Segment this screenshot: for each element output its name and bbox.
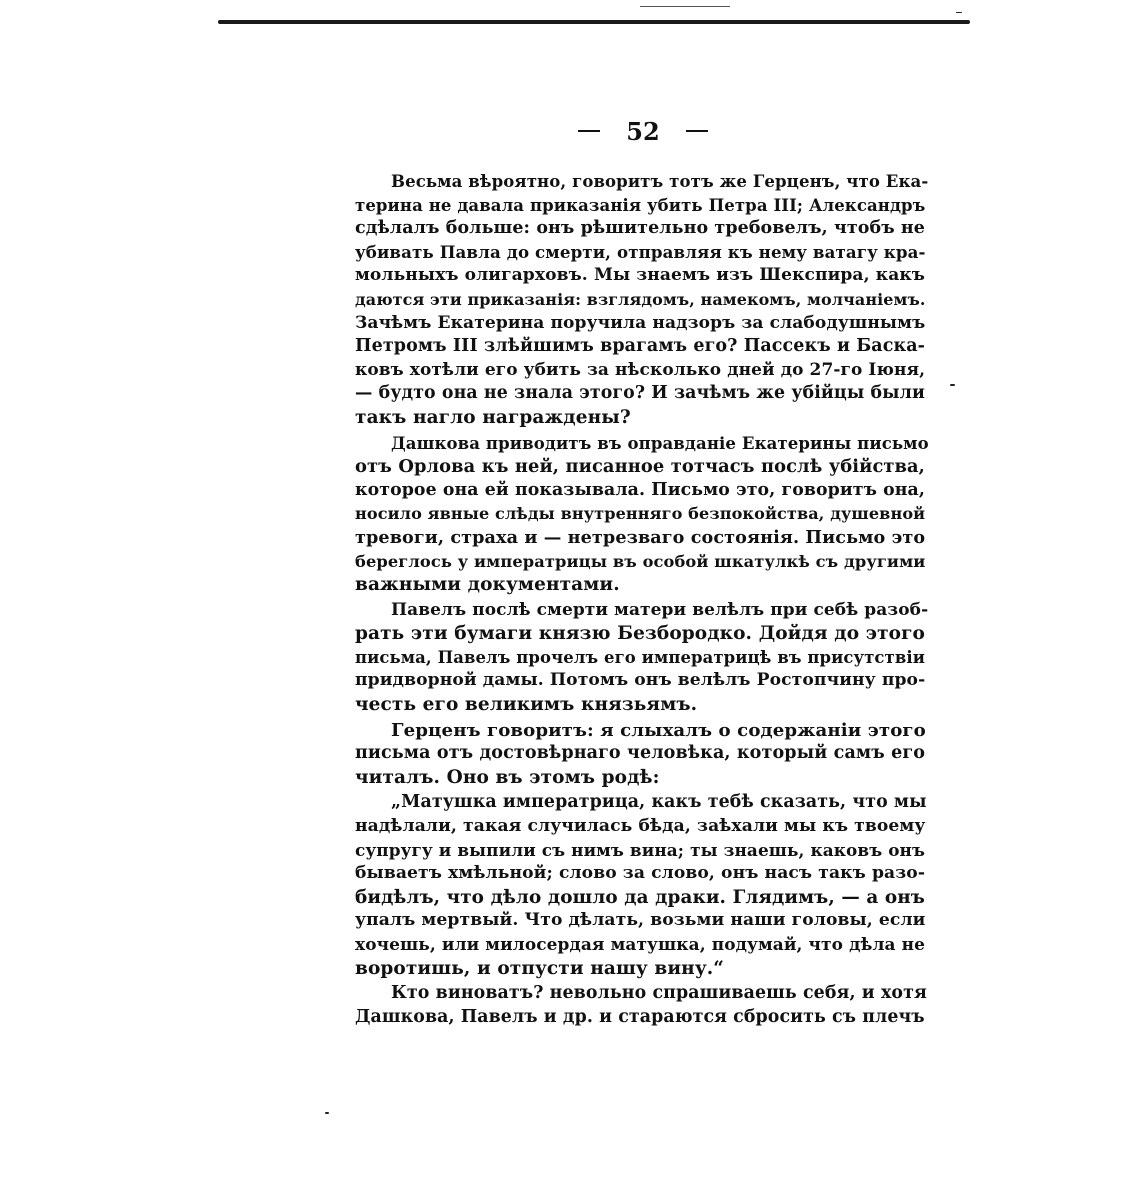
text-line: бываетъ хмѣльной; слово за слово, онъ насъ такъ разо-: [355, 863, 926, 884]
text-line: супругу и выпили съ нимъ вина; ты знаешь, каковъ онъ: [355, 839, 926, 860]
text-line: — будто она не знала этого? И зачѣмъ же убійцы были: [355, 383, 925, 404]
paragraph: [355, 719, 925, 790]
text-line: надѣлали, такая случилась бѣда, заѣхали мы къ твоему: [355, 816, 926, 837]
left-dash: [578, 130, 600, 132]
text-line: важными документами.: [355, 574, 620, 596]
text-line: Петромъ III злѣйшимъ врагамъ его? Пассекъ и Баска-: [355, 336, 925, 357]
text-line: бидѣлъ, что дѣло дошло да драки. Глядимъ, — а онъ: [355, 886, 925, 908]
print-speck: [325, 1112, 329, 1114]
text-line: письма, Павелъ прочелъ его императрицѣ въ присутствіи: [355, 647, 925, 667]
top-rule: [218, 20, 970, 24]
text-line: Дашкова приводитъ въ оправданіе Екатерины письмо: [391, 432, 929, 453]
text-line: убивать Павла до смерти, отправляя къ нему ватагу кра-: [355, 241, 926, 262]
paragraph: [355, 432, 929, 597]
text-line: мольныхъ олигарховъ. Мы знаемъ изъ Шекспира, какъ: [355, 265, 925, 286]
text-line: хочешь, или милосердая матушка, подумай, что дѣла не: [355, 934, 925, 954]
text-line: береглось у императрицы въ особой шкатулкѣ съ другими: [355, 551, 926, 571]
text-line: даются эти приказанія: взглядомъ, намекомъ, молчаніемъ.: [355, 289, 926, 309]
print-speck: [956, 12, 962, 13]
page-header: [578, 116, 708, 146]
print-speck: [950, 384, 955, 386]
paragraph: [355, 170, 929, 430]
text-line: „Матушка императрица, какъ тебѣ сказать, что мы: [391, 792, 927, 813]
text-line: Герценъ говоритъ: я слыхалъ о содержаніи этого: [391, 719, 926, 741]
paragraph: [355, 791, 925, 980]
text-line: письма отъ достовѣрнаго человѣка, который самъ его: [355, 743, 925, 764]
text-line: Весьма вѣроятно, говоритъ тотъ же Герценъ, что Ека-: [391, 171, 929, 191]
text-line: носило явные слѣды внутренняго безпокойства, душевной: [355, 504, 926, 524]
text-line: такъ нагло награждены?: [355, 406, 631, 428]
text-line: воротишь, и отпусти нашу вину.“: [355, 957, 725, 979]
page-number: 52: [626, 116, 660, 146]
text-line: которое она ей показывала. Письмо это, говоритъ она,: [355, 479, 925, 500]
text-line: отъ Орлова къ ней, писанное тотчасъ послѣ убійства,: [355, 456, 925, 478]
text-line: сдѣлалъ больше: онъ рѣшительно требовелъ, чтобъ не: [355, 218, 925, 239]
text-line: читалъ. Оно въ этомъ родѣ:: [355, 766, 660, 788]
text-line: Кто виноватъ? невольно спрашиваешь себя, и хотя: [391, 983, 927, 1004]
paragraph: [355, 599, 929, 717]
paragraph: [355, 982, 925, 1029]
text-line: Павелъ послѣ смерти матери велѣлъ при себѣ разоб-: [391, 599, 929, 620]
text-line: Дашкова, Павелъ и др. и стараются сбросить съ плечъ: [355, 1006, 925, 1027]
page-text: [355, 170, 929, 1029]
text-line: честь его великимъ князьямъ.: [355, 694, 698, 716]
text-line: Зачѣмъ Екатерина поручила надзоръ за слабодушнымъ: [355, 312, 926, 333]
text-line: тревоги, страха и — нетрезваго состоянія. Письмо это: [355, 526, 926, 548]
text-line: упалъ мертвый. Что дѣлать, возьми наши головы, если: [355, 910, 926, 931]
right-dash: [686, 130, 708, 132]
text-line: ковъ хотѣли его убить за нѣсколько дней до 27-го Іюня,: [355, 359, 926, 380]
text-line: придворной дамы. Потомъ онъ велѣлъ Ростопчину про-: [355, 670, 926, 691]
top-faint-rule: [640, 6, 730, 7]
text-line: терина не давала приказанія убить Петра III; Александръ: [355, 195, 926, 215]
text-line: рать эти бумаги князю Безбородко. Дойдя до этого: [355, 623, 925, 645]
